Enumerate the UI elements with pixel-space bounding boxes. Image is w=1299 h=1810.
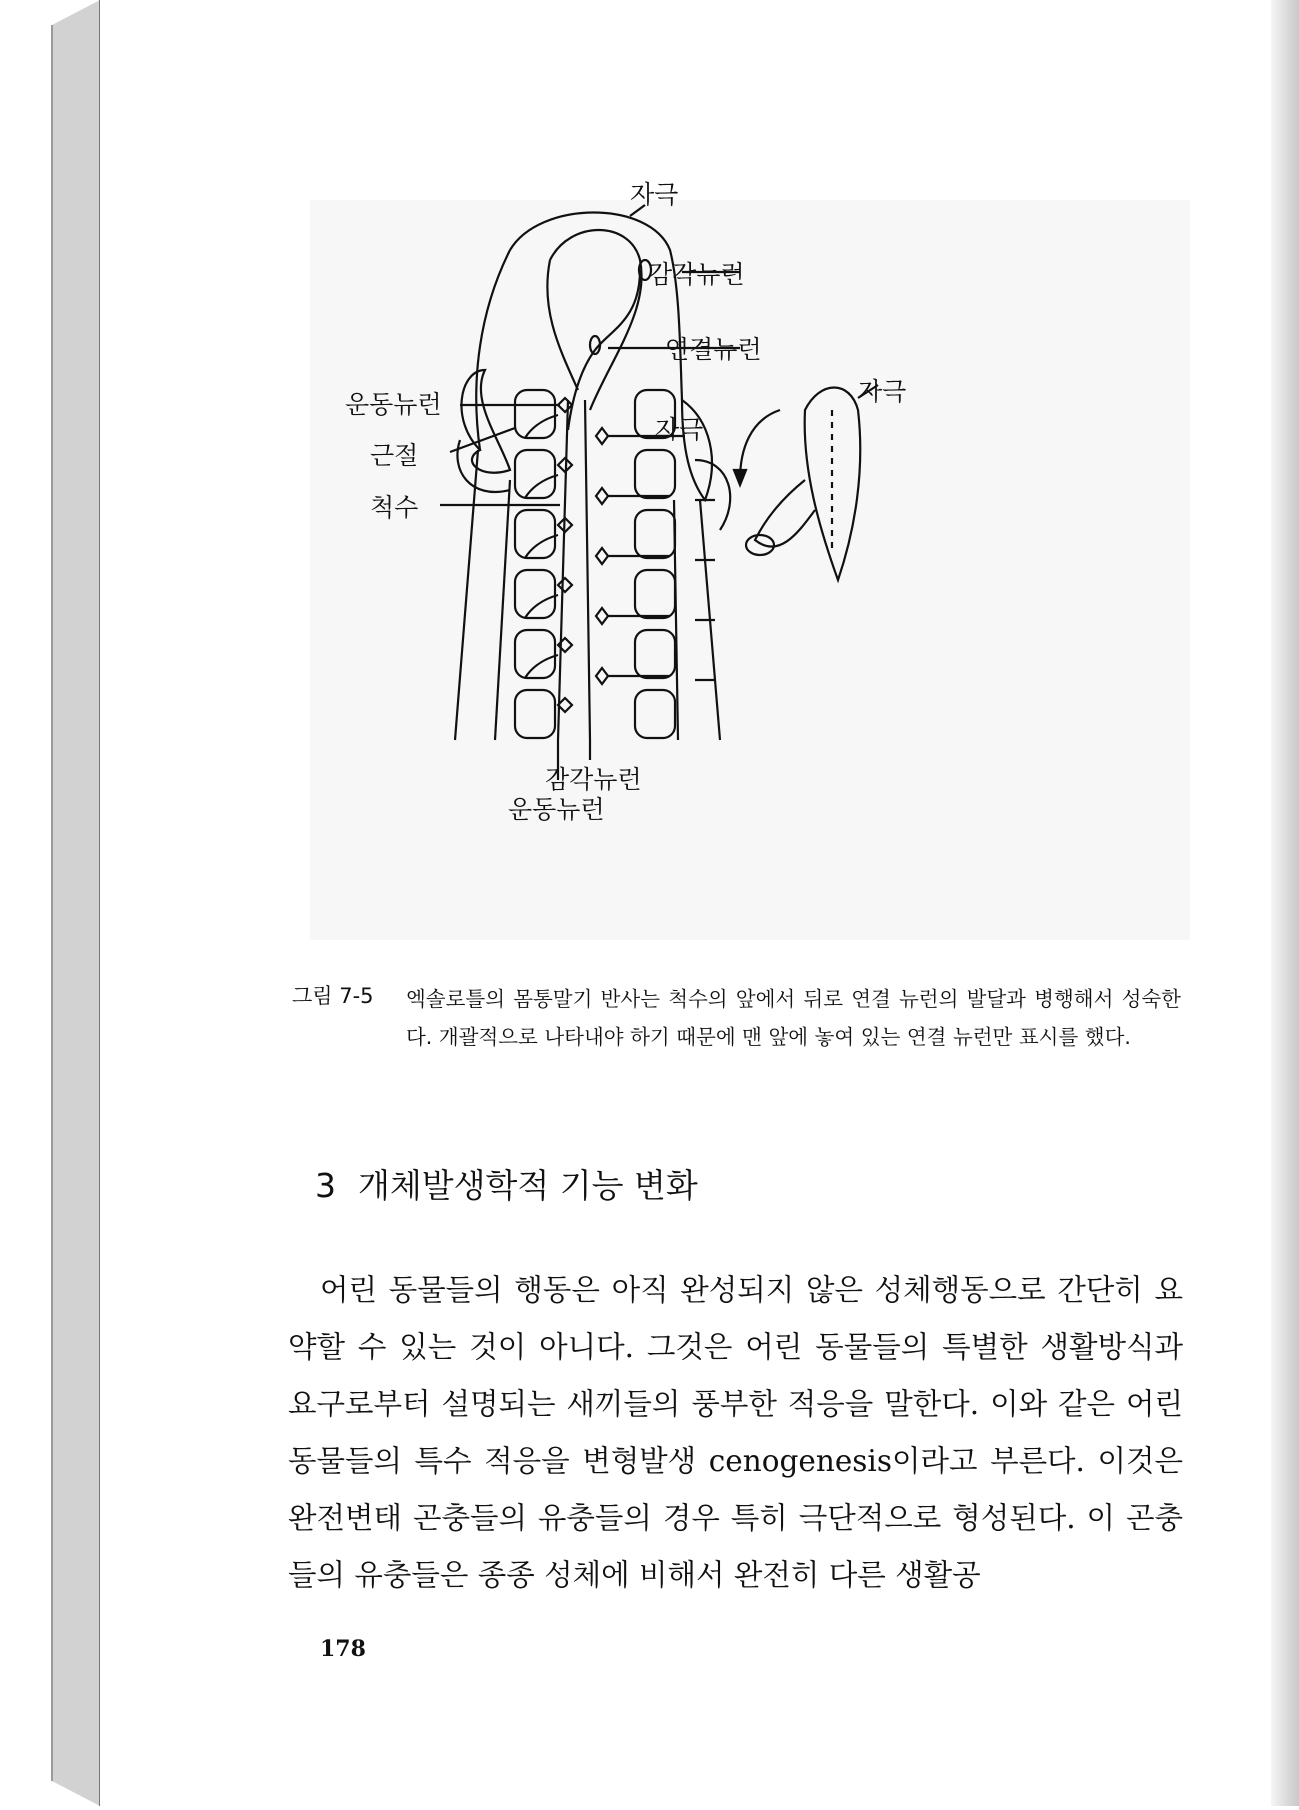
label-myotome: 근절 bbox=[370, 441, 419, 470]
page-edge-shadow bbox=[1271, 0, 1299, 1806]
label-connecting-neuron: 연결뉴런 bbox=[665, 335, 762, 364]
section-heading bbox=[315, 1160, 698, 1207]
figure-axolotl-reflex bbox=[310, 180, 1190, 940]
section-number: 3 bbox=[315, 1166, 336, 1205]
label-stimulus-mid: 자극 bbox=[655, 415, 704, 444]
label-stimulus-top: 자극 bbox=[630, 180, 679, 209]
label-sensory-neuron-top: 감각뉴런 bbox=[648, 260, 745, 289]
body-text bbox=[288, 1262, 1183, 1604]
figure-caption-label: 그림 7-5 bbox=[292, 984, 374, 1008]
label-sensory-neuron-bottom: 감각뉴런 bbox=[545, 765, 642, 794]
label-spinal-cord: 척수 bbox=[370, 493, 419, 522]
section-title-text: 개체발생학적 기능 변화 bbox=[358, 1166, 698, 1205]
figure-drawing bbox=[310, 200, 1190, 940]
axolotl-head-outline bbox=[510, 213, 682, 401]
body-paragraph: 어린 동물들의 행동은 아직 완성되지 않은 성체행동으로 간단히 요약할 수 있는 것이 아니다. 그것은 어린 동물들의 특별한 생활방식과 요구로부터 설명되는 새끼들의 풍부한 적응을 말한다. 이와 같은 어린 동물들의 특수 적응을 변형발생 cenogenesis이라고 부른다. 이것은 완전변태 곤충들의 유충들의 경우 특히 극단적으로 형성된다. 이 곤충들의 유충들은 종종 성체에 비해서 완전히 다른 생활공 bbox=[288, 1273, 1183, 1592]
label-motor-neuron-bottom: 운동뉴런 bbox=[508, 795, 605, 824]
figure-caption-text: 엑솔로틀의 몸통말기 반사는 척수의 앞에서 뒤로 연결 뉴런의 발달과 병행해서 성숙한다. 개괄적으로 나타내야 하기 때문에 맨 앞에 놓여 있는 연결 뉴런만 표시를 했다. bbox=[406, 987, 1181, 1049]
gill-left bbox=[461, 370, 510, 473]
label-motor-neuron-left: 운동뉴런 bbox=[345, 390, 442, 419]
page-number: 178 bbox=[320, 1636, 366, 1662]
book-spine bbox=[0, 0, 100, 1806]
label-stimulus-small: 자극 bbox=[858, 377, 907, 406]
